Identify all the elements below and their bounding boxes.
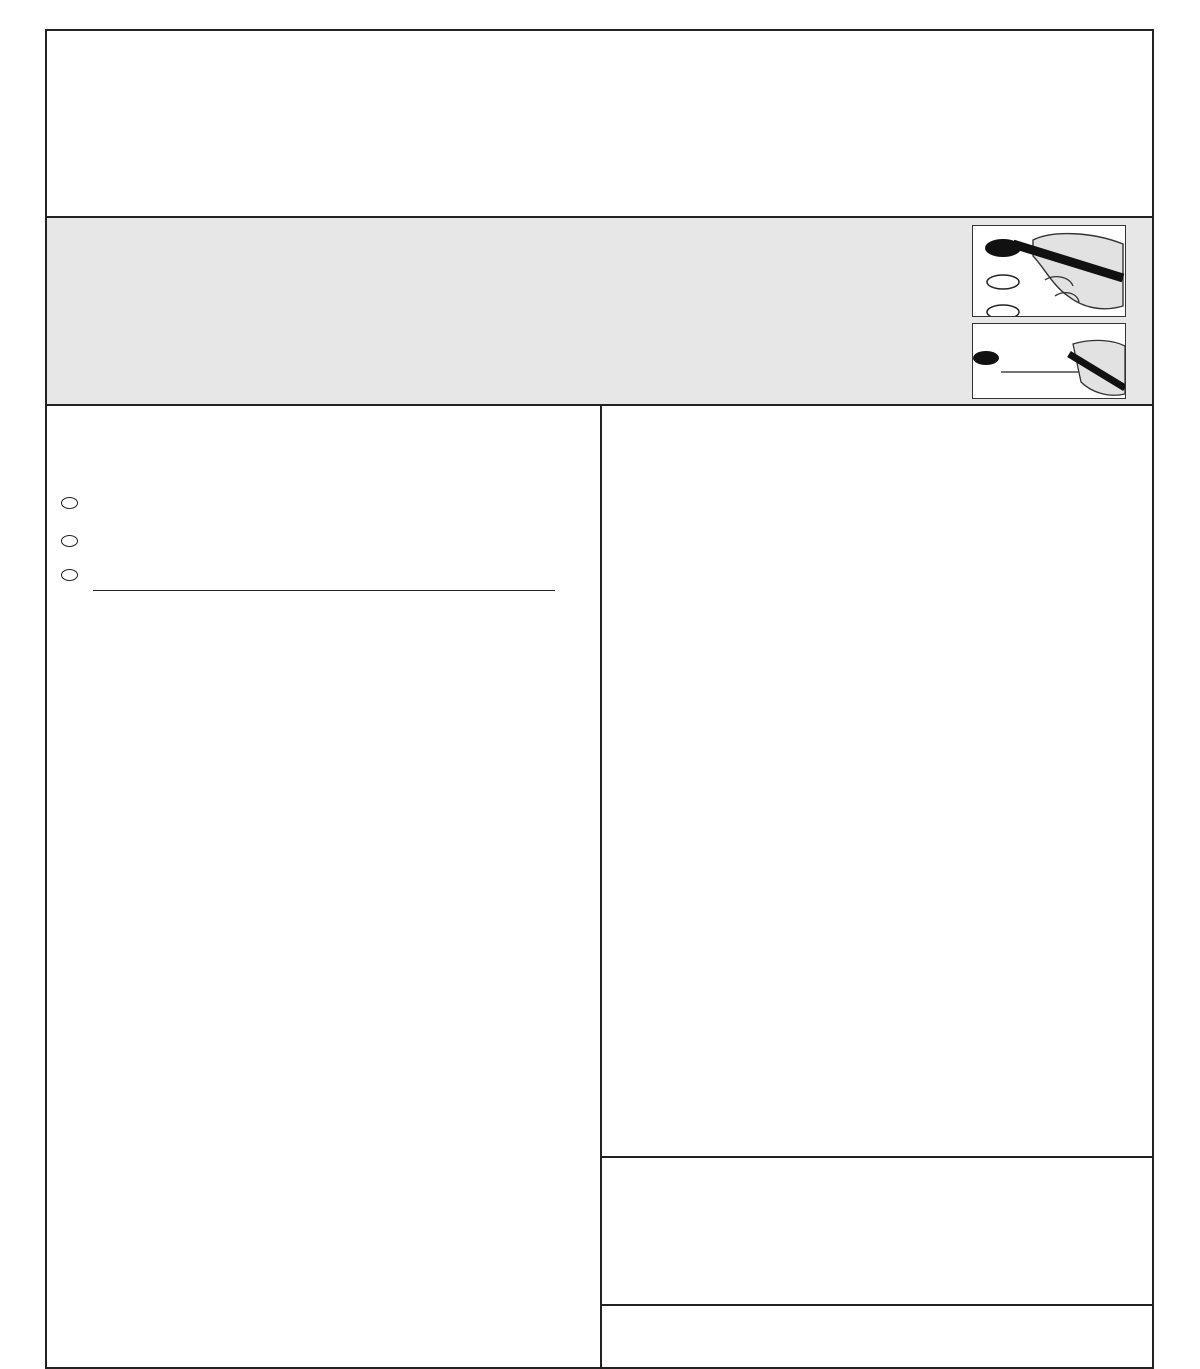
right-column: [602, 406, 1152, 1369]
instructions-panel: [47, 218, 1152, 406]
writein-oval[interactable]: [61, 569, 78, 581]
writein-line[interactable]: [93, 590, 555, 591]
writein-hand-icon: [973, 324, 1125, 398]
candidate-list: [47, 484, 600, 591]
candidate-row[interactable]: [61, 484, 600, 522]
candidate-row[interactable]: [61, 522, 600, 560]
ballot: [45, 29, 1154, 1369]
ballot-columns: [47, 406, 1152, 1369]
ballot-header: [47, 31, 1152, 218]
candidate-oval[interactable]: [61, 497, 78, 509]
candidate-oval[interactable]: [61, 535, 78, 547]
contest-column: [47, 406, 602, 1369]
timing-marks-left: [0, 30, 12, 1362]
authority-statement: [602, 1156, 1152, 1306]
fill-oval-example-image: [972, 225, 1126, 317]
timing-marks-top: [0, 0, 1200, 22]
writein-example-image: [972, 323, 1126, 399]
writein-row[interactable]: [61, 560, 600, 590]
contest-header: [47, 406, 600, 462]
timing-marks-right: [1188, 30, 1200, 1362]
hand-pen-icon: [973, 226, 1125, 316]
